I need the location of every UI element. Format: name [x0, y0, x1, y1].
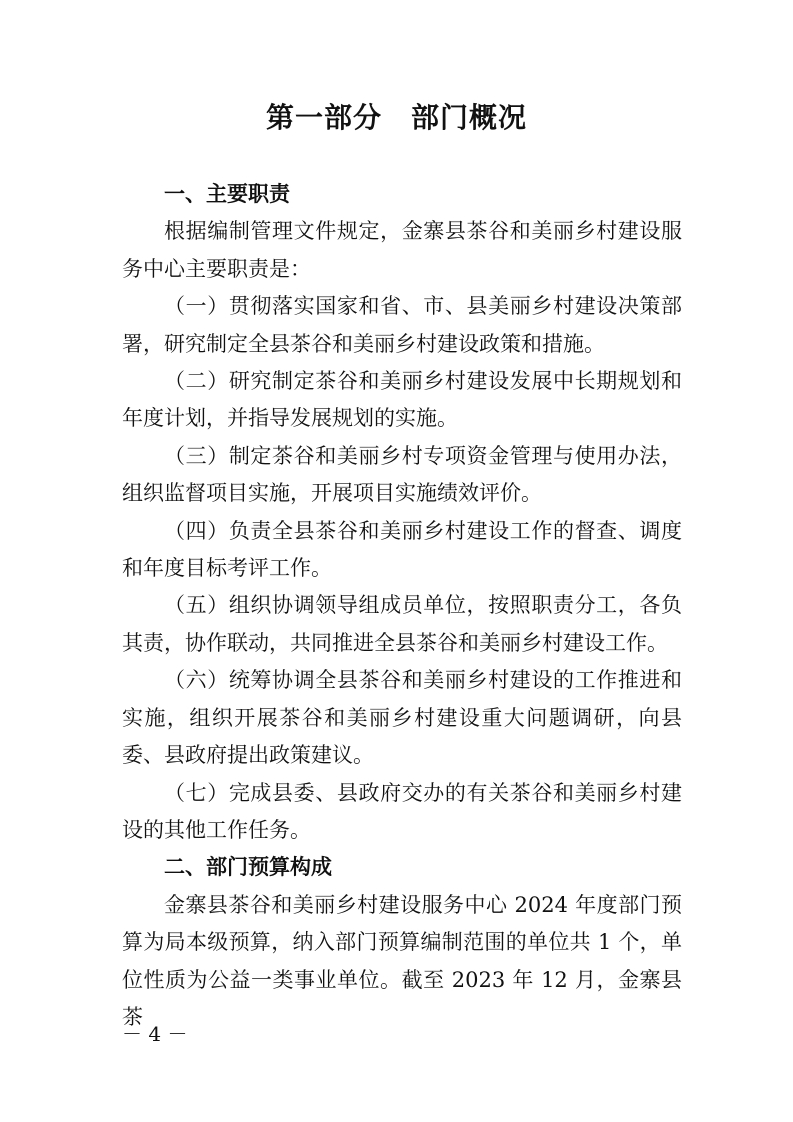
budget-structure-paragraph: 金寨县茶谷和美丽乡村建设服务中心 2024 年度部门预算为局本级预算，纳入部门预算编制范围的单位共 1 个，单位性质为公益一类事业单位。截至 2023 年 12 月，金寨县茶 [122, 892, 682, 1029]
duty-item-1: （一）贯彻落实国家和省、市、县美丽乡村建设决策部署，研究制定全县茶谷和美丽乡村建设政策和措施。 [122, 294, 682, 356]
section-heading-budget-structure: 二、部门预算构成 [164, 855, 332, 880]
section-heading-main-duties: 一、主要职责 [164, 182, 290, 206]
page-number: － 4 － [122, 1022, 188, 1046]
page-title: 第一部分 部门概况 [265, 101, 527, 134]
duty-item-4: （四）负责全县茶谷和美丽乡村建设工作的督查、调度和年度目标考评工作。 [122, 518, 682, 581]
duty-item-2: （二）研究制定茶谷和美丽乡村建设发展中长期规划和年度计划，并指导发展规划的实施。 [122, 369, 682, 431]
duty-item-7: （七）完成县委、县政府交办的有关茶谷和美丽乡村建设的其他工作任务。 [122, 780, 682, 842]
duty-item-6: （六）统筹协调全县茶谷和美丽乡村建设的工作推进和实施，组织开展茶谷和美丽乡村建设重大问题调研，向县委、县政府提出政策建议。 [122, 668, 682, 768]
duty-item-5: （五）组织协调领导组成员单位，按照职责分工，各负其责，协作联动，共同推进全县茶谷和美丽乡村建设工作。 [122, 593, 682, 655]
body-text [122, 176, 682, 1036]
intro-paragraph: 根据编制管理文件规定，金寨县茶谷和美丽乡村建设服务中心主要职责是： [122, 219, 682, 281]
duty-item-3: （三）制定茶谷和美丽乡村专项资金管理与使用办法，组织监督项目实施，开展项目实施绩效评价。 [122, 443, 682, 506]
